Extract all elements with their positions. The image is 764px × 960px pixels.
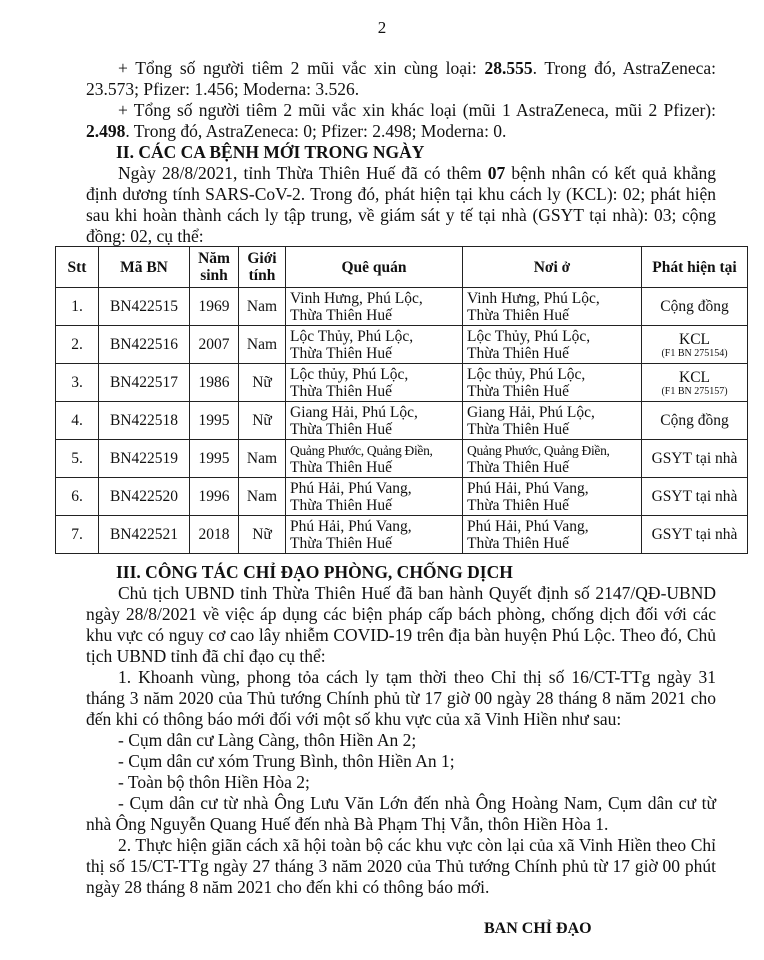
- cell-gioi-tinh: Nam: [239, 440, 286, 478]
- table-header-row: [56, 247, 748, 288]
- vaccine-same-type: + Tổng số người tiêm 2 mũi vắc xin cùng loại: 28.555. Trong đó, AstraZeneca: 23.573; Pfizer: 1.456; Moderna: 3.526.: [86, 58, 717, 99]
- cell-ma-bn: BN422520: [99, 478, 190, 516]
- header-nam-sinh: Năm sinh: [190, 247, 239, 288]
- cell-gioi-tinh: Nam: [239, 478, 286, 516]
- area-item: - Cụm dân cư từ nhà Ông Lưu Văn Lớn đến nhà Ông Hoàng Nam, Cụm dân cư từ nhà Ông Nguyễn Quang Huế đến nhà Bà Phạm Thị Vẫn, thôn Hiền Hòa 1.: [86, 793, 716, 834]
- cell-note: (F1 BN 275154): [661, 347, 728, 359]
- cell-gioi-tinh: Nam: [239, 288, 286, 326]
- cell-nam-sinh: 2007: [190, 326, 239, 364]
- cell-phat-hien: KCL (F1 BN 275157): [642, 364, 748, 402]
- table-row: [56, 478, 748, 516]
- cell-nam-sinh: 1996: [190, 478, 239, 516]
- cell-stt: 5.: [56, 440, 99, 478]
- vaccine-mixed-type: + Tổng số người tiêm 2 mũi vắc xin khác loại (mũi 1 AstraZeneca, mũi 2 Pfizer): 2.498. Trong đó, AstraZeneca: 0; Pfizer: 2.498; Moderna: 0.: [86, 100, 716, 141]
- cell-noi-o: Lộc Thủy, Phú Lộc, Thừa Thiên Huế: [463, 326, 642, 364]
- cell-noi-o: Vinh Hưng, Phú Lộc, Thừa Thiên Huế: [463, 288, 642, 326]
- vaccine-summary: [86, 58, 716, 142]
- cell-que-quan: Phú Hải, Phú Vang, Thừa Thiên Huế: [286, 478, 463, 516]
- cell-gioi-tinh: Nam: [239, 326, 286, 364]
- cell-ma-bn: BN422515: [99, 288, 190, 326]
- cell-ma-bn: BN422517: [99, 364, 190, 402]
- cell-ma-bn: BN422519: [99, 440, 190, 478]
- signature-block: BAN CHỈ ĐẠO: [484, 920, 592, 937]
- cell-gioi-tinh: Nữ: [239, 516, 286, 554]
- cell-phat-hien: GSYT tại nhà: [642, 516, 748, 554]
- cell-ma-bn: BN422516: [99, 326, 190, 364]
- new-cases-table: [55, 246, 748, 554]
- cell-nam-sinh: 1986: [190, 364, 239, 402]
- cell-que-quan: Quảng Phước, Quảng Điền, Thừa Thiên Huế: [286, 440, 463, 478]
- table-row: [56, 288, 748, 326]
- cell-stt: 2.: [56, 326, 99, 364]
- cell-noi-o: Phú Hải, Phú Vang, Thừa Thiên Huế: [463, 478, 642, 516]
- table-row: [56, 440, 748, 478]
- cell-phat-hien: Cộng đồng: [642, 288, 748, 326]
- table-row: [56, 326, 748, 364]
- cell-noi-o: Phú Hải, Phú Vang, Thừa Thiên Huế: [463, 516, 642, 554]
- area-item: - Cụm dân cư Làng Càng, thôn Hiền An 2;: [118, 730, 417, 750]
- cell-stt: 6.: [56, 478, 99, 516]
- cell-nam-sinh: 1969: [190, 288, 239, 326]
- cell-stt: 7.: [56, 516, 99, 554]
- cell-stt: 1.: [56, 288, 99, 326]
- section-3-intro: Chủ tịch UBND tỉnh Thừa Thiên Huế đã ban hành Quyết định số 2147/QĐ-UBND ngày 28/8/2021 về việc áp dụng các biện pháp cấp bách phòng, chống dịch đối với các khu vực có nguy cơ cao lây nhiễm COVID-19 trên địa bàn huyện Phú Lộc. Theo đó, Chủ tịch UBND tỉnh đã chỉ đạo cụ thể:: [86, 583, 716, 666]
- cell-noi-o: Quảng Phước, Quảng Điền, Thừa Thiên Huế: [463, 440, 642, 478]
- cell-stt: 3.: [56, 364, 99, 402]
- cell-que-quan: Phú Hải, Phú Vang, Thừa Thiên Huế: [286, 516, 463, 554]
- cell-que-quan: Lộc thủy, Phú Lộc, Thừa Thiên Huế: [286, 364, 463, 402]
- cell-noi-o: Lộc thủy, Phú Lộc, Thừa Thiên Huế: [463, 364, 642, 402]
- cell-gioi-tinh: Nữ: [239, 364, 286, 402]
- directive-item-2: 2. Thực hiện giãn cách xã hội toàn bộ các khu vực còn lại của xã Vinh Hiền theo Chỉ thị số 15/CT-TTg ngày 27 tháng 3 năm 2020 của Thủ tướng Chính phủ từ 17 giờ 00 phút ngày 28 tháng 8 năm 2021 cho đến khi có thông báo mới.: [86, 835, 716, 897]
- cell-phat-hien: GSYT tại nhà: [642, 478, 748, 516]
- cell-note: (F1 BN 275157): [661, 385, 728, 397]
- section-3: [86, 562, 716, 898]
- section-3-heading: III. CÔNG TÁC CHỈ ĐẠO PHÒNG, CHỐNG DỊCH: [116, 562, 513, 582]
- vaccine-same-total: 28.555: [484, 58, 533, 78]
- cell-nam-sinh: 2018: [190, 516, 239, 554]
- header-stt: Stt: [56, 247, 99, 288]
- cell-que-quan: Vinh Hưng, Phú Lộc, Thừa Thiên Huế: [286, 288, 463, 326]
- section-2-intro: Ngày 28/8/2021, tỉnh Thừa Thiên Huế đã có thêm 07 bệnh nhân có kết quả khẳng định dương tính SARS-CoV-2. Trong đó, phát hiện tại khu cách ly (KCL): 02; phát hiện sau khi hoàn thành cách ly tập trung, về giám sát y tế tại nhà (GSYT tại nhà): 03; cộng đồng: 02, cụ thể:: [86, 163, 716, 246]
- cell-nam-sinh: 1995: [190, 440, 239, 478]
- cell-que-quan: Lộc Thủy, Phú Lộc, Thừa Thiên Huế: [286, 326, 463, 364]
- section-2-heading: II. CÁC CA BỆNH MỚI TRONG NGÀY: [116, 142, 425, 162]
- cell-ma-bn: BN422521: [99, 516, 190, 554]
- header-ma-bn: Mã BN: [99, 247, 190, 288]
- table-row: [56, 364, 748, 402]
- section-2: [86, 142, 716, 247]
- area-item: - Toàn bộ thôn Hiền Hòa 2;: [118, 772, 310, 792]
- area-item: - Cụm dân cư xóm Trung Bình, thôn Hiền An 1;: [118, 751, 455, 771]
- header-phat-hien: Phát hiện tại: [642, 247, 748, 288]
- cell-nam-sinh: 1995: [190, 402, 239, 440]
- directive-item-1: 1. Khoanh vùng, phong tỏa cách ly tạm thời theo Chỉ thị số 16/CT-TTg ngày 31 tháng 3 năm 2020 của Thủ tướng Chính phủ từ 17 giờ 00 ngày 28 tháng 8 năm 2021 cho đến khi có thông báo mới đối với một số khu vực của xã Vinh Hiền như sau:: [86, 667, 716, 729]
- table-row: [56, 516, 748, 554]
- cell-stt: 4.: [56, 402, 99, 440]
- page-number: 2: [377, 18, 387, 37]
- header-gioi-tinh: Giới tính: [239, 247, 286, 288]
- header-noi-o: Nơi ở: [463, 247, 642, 288]
- cell-ma-bn: BN422518: [99, 402, 190, 440]
- table-row: [56, 402, 748, 440]
- vaccine-mixed-total: 2.498: [86, 121, 126, 141]
- header-que-quan: Quê quán: [286, 247, 463, 288]
- cell-noi-o: Giang Hải, Phú Lộc, Thừa Thiên Huế: [463, 402, 642, 440]
- new-case-count: 07: [487, 163, 506, 183]
- cell-phat-hien: Cộng đồng: [642, 402, 748, 440]
- cell-phat-hien: KCL (F1 BN 275154): [642, 326, 748, 364]
- cell-que-quan: Giang Hải, Phú Lộc, Thừa Thiên Huế: [286, 402, 463, 440]
- cell-gioi-tinh: Nữ: [239, 402, 286, 440]
- cell-phat-hien: GSYT tại nhà: [642, 440, 748, 478]
